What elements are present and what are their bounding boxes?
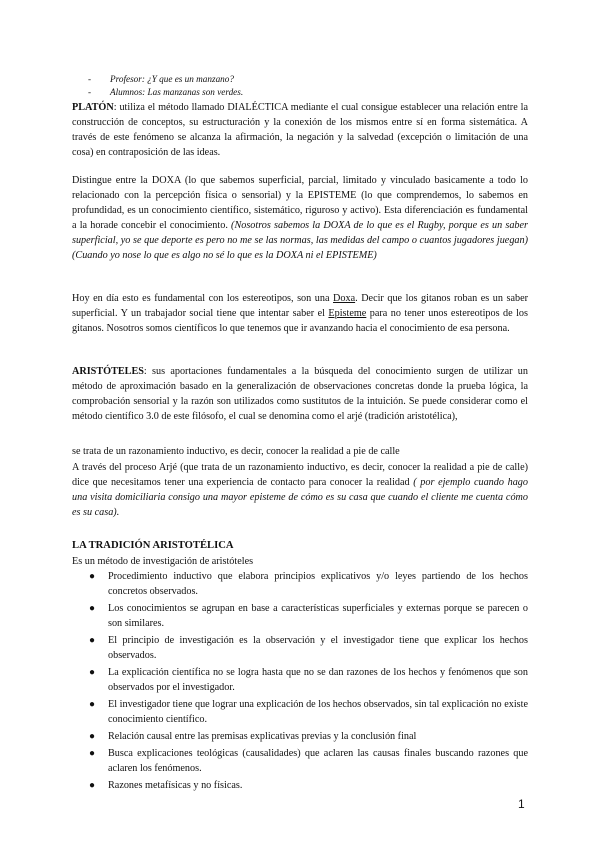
bullet-icon: ● xyxy=(89,731,96,742)
estereotipos-part1: Hoy en día esto es fundamental con los estereotipos, son una xyxy=(72,293,334,304)
bullet-icon: ● xyxy=(89,667,96,678)
episteme-word: Episteme xyxy=(328,308,367,319)
doxa-example: (Nosotros sabemos la DOXA de lo que es el Rugby, porque es un saber superficial, yo se que deporte es pero no me se las normas, las medidas del campo o cuantos jugadores juegan)(Cuando yo nose lo que es algo no sé lo que es la DOXA ni el EPISTEME) xyxy=(72,220,528,261)
dash-marker: - xyxy=(88,87,92,97)
section-heading: LA TRADICIÓN ARISTOTÉLICA xyxy=(72,540,234,551)
dialog-text: Alumnos: Las manzanas son verdes. xyxy=(110,87,244,97)
list-item-text: Los conocimientos se agrupan en base a características superficiales y externas porque se parecen o son similares. xyxy=(108,603,528,629)
list-item-text: Busca explicaciones teológicas (causalidades) que aclaren las causas finales buscando razones que aclaren los fenómenos. xyxy=(108,748,528,774)
bullet-icon: ● xyxy=(89,603,96,614)
platon-text: : utiliza el método llamado DIALÉCTICA mediante el cual consigue establecer una relación entre la construcción de conceptos, su estructuración y la conexión de los mismos entre sí en forma sistemática. A través de este fenómeno se alcanza la afirmación, la negación y la salvedad (excepción o limitación de una cosa) en contraposición de las ideas. xyxy=(72,102,528,158)
list-item xyxy=(72,665,528,695)
list-item-text: El investigador tiene que lograr una explicación de los hechos observados, sin tal explicación no existe conocimiento científico. xyxy=(108,699,528,725)
dialog-list xyxy=(88,73,528,99)
list-item-text: La explicación científica no se logra hasta que no se dan razones de los hechos y fenómenos que son observados por el investigador. xyxy=(108,667,528,693)
platon-paragraph xyxy=(72,100,528,160)
list-item xyxy=(72,697,528,727)
page-number: 1 xyxy=(518,797,525,811)
bullet-icon: ● xyxy=(89,635,96,646)
bullet-icon: ● xyxy=(89,699,96,710)
dialog-line xyxy=(88,86,528,99)
dialog-text: Profesor: ¿Y que es un manzano? xyxy=(110,74,234,84)
list-item-text: Procedimiento inductivo que elabora principios explicativos y/o leyes partiendo de los hechos concretos observados. xyxy=(108,571,528,597)
bullet-icon: ● xyxy=(89,571,96,582)
aristoteles-paragraph xyxy=(72,364,528,424)
list-item-text: Razones metafísicas y no físicas. xyxy=(108,780,243,791)
dialog-line xyxy=(88,73,528,86)
razonamiento-example: ( por ejemplo cuando hago una visita domiciliaria consigo una mayor episteme de cómo es su casa que cuando el cliente me cuenta cómo es su casa). xyxy=(72,477,528,518)
list-item xyxy=(72,569,528,599)
razonamiento-paragraph xyxy=(72,460,528,520)
tradicion-bullet-list xyxy=(72,569,528,795)
doxa-word: Doxa xyxy=(333,293,356,304)
platon-name: PLATÓN xyxy=(72,102,114,113)
list-item xyxy=(72,778,528,793)
doxa-paragraph xyxy=(72,173,528,263)
estereotipos-part2: . Decir que los gitanos roban es un saber superficial. Y un trabajador social tiene que intentar saber el xyxy=(72,293,528,319)
aristoteles-name: ARISTÓTELES xyxy=(72,366,144,377)
list-item-text: El principio de investigación es la observación y el investigador tiene que explicar los hechos observados. xyxy=(108,635,528,661)
list-item xyxy=(72,729,528,744)
dash-marker: - xyxy=(88,74,92,84)
doxa-text: Distingue entre la DOXA (lo que sabemos superficial, parcial, limitado y vinculado basicamente a todo lo relacionado con la percepción física o sensorial) y la EPISTEME (lo que comprendemos, lo sabemos en profundidad, es un conocimiento científico, sistemático, riguroso y activo). Esta diferenciación es fundamental a la horade concebir el conocimiento. xyxy=(72,175,528,231)
list-item xyxy=(72,633,528,663)
razonamiento-line: se trata de un razonamiento inductivo, es decir, conocer la realidad a pie de calle xyxy=(72,446,400,457)
estereotipos-paragraph xyxy=(72,291,528,336)
aristoteles-text: : sus aportaciones fundamentales a la búsqueda del conocimiento surgen de utilizar un método de aproximación basado en la generalización de observaciones concretas donde la prueba lógica, la comprobación sensorial y la razón son utilizados como sustitutos de la intuición. Se puede considerar como el método científico 3.0 de este filósofo, el cual se denomina como el arjé (tradición aristotélica), xyxy=(72,366,528,422)
list-item-text: Relación causal entre las premisas explicativas previas y la conclusión final xyxy=(108,731,417,742)
list-item xyxy=(72,601,528,631)
list-item xyxy=(72,746,528,776)
estereotipos-part3: para no tener unos estereotipos de los gitanos. Nosotros somos científicos lo que tenemos que ir avanzando hacia el conocimiento de esa persona. xyxy=(72,308,528,334)
razonamiento-text: A través del proceso Arjé (que trata de un razonamiento inductivo, es decir, conocer la realidad a pie de calle) dice que necesitamos tener una experiencia de contacto para conocer la realidad xyxy=(72,462,528,488)
bullet-icon: ● xyxy=(89,780,96,791)
bullet-icon: ● xyxy=(89,748,96,759)
section-subtitle: Es un método de investigación de aristóteles xyxy=(72,556,254,567)
